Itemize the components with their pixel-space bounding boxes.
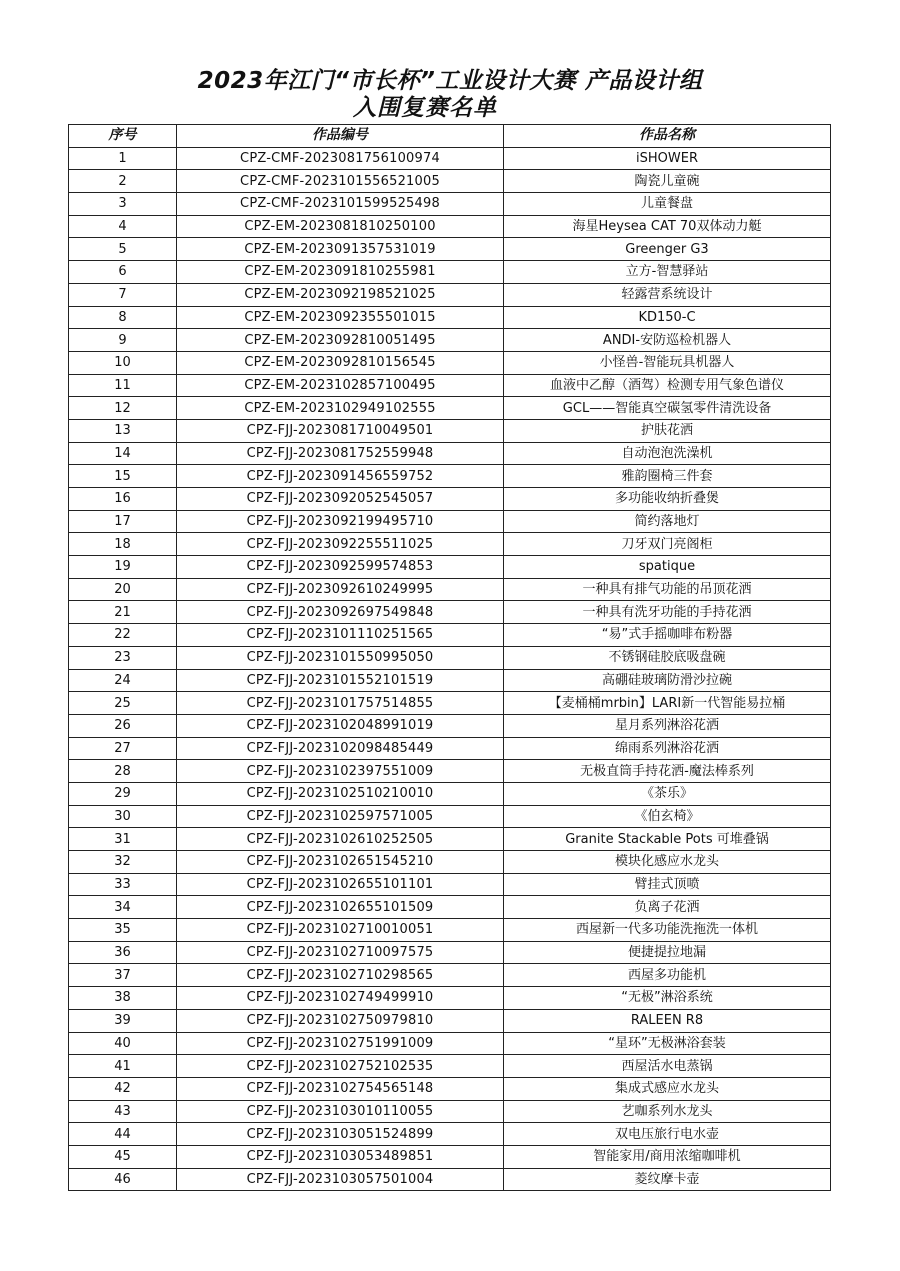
row-code: CPZ-FJJ-2023103057501004 <box>177 1168 504 1191</box>
row-work-name: 集成式感应水龙头 <box>504 1077 831 1100</box>
page-subtitle: 入围复赛名单 <box>353 95 497 121</box>
row-code: CPZ-FJJ-2023092199495710 <box>177 510 504 533</box>
row-work-name: 臂挂式顶喷 <box>504 873 831 896</box>
table-row <box>69 805 831 828</box>
row-index: 30 <box>69 805 177 828</box>
row-index: 9 <box>69 329 177 352</box>
row-index: 46 <box>69 1168 177 1191</box>
row-work-name: 艺咖系列水龙头 <box>504 1100 831 1123</box>
row-work-name: 不锈钢硅胶底吸盘碗 <box>504 646 831 669</box>
row-work-name: 陶瓷儿童碗 <box>504 170 831 193</box>
table-row <box>69 692 831 715</box>
row-work-name: 西屋活水电蒸锅 <box>504 1055 831 1078</box>
table-row <box>69 533 831 556</box>
table-row <box>69 919 831 942</box>
row-code: CPZ-FJJ-2023102655101101 <box>177 873 504 896</box>
header-code: 作品编号 <box>177 125 504 148</box>
table-row <box>69 170 831 193</box>
row-code: CPZ-FJJ-2023092599574853 <box>177 556 504 579</box>
row-code: CPZ-FJJ-2023102048991019 <box>177 714 504 737</box>
row-code: CPZ-EM-2023091810255981 <box>177 261 504 284</box>
row-index: 8 <box>69 306 177 329</box>
header-index: 序号 <box>69 125 177 148</box>
row-work-name: 高硼硅玻璃防滑沙拉碗 <box>504 669 831 692</box>
row-index: 22 <box>69 624 177 647</box>
table-row <box>69 987 831 1010</box>
row-work-name: 模块化感应水龙头 <box>504 851 831 874</box>
row-work-name: 菱纹摩卡壶 <box>504 1168 831 1191</box>
row-work-name: 自动泡泡洗澡机 <box>504 442 831 465</box>
row-code: CPZ-EM-2023092355501015 <box>177 306 504 329</box>
table-row <box>69 442 831 465</box>
table-row <box>69 238 831 261</box>
row-code: CPZ-FJJ-2023102710097575 <box>177 941 504 964</box>
table-row <box>69 1168 831 1191</box>
row-work-name: 负离子花洒 <box>504 896 831 919</box>
row-work-name: 多功能收纳折叠煲 <box>504 488 831 511</box>
table-row <box>69 329 831 352</box>
row-work-name: RALEEN R8 <box>504 1009 831 1032</box>
row-work-name: GCL——智能真空碳氢零件清洗设备 <box>504 397 831 420</box>
table-row <box>69 851 831 874</box>
row-index: 18 <box>69 533 177 556</box>
page-title: 2023年江门“市长杯”工业设计大赛 产品设计组 <box>197 68 703 94</box>
row-index: 3 <box>69 193 177 216</box>
row-code: CPZ-FJJ-2023092052545057 <box>177 488 504 511</box>
row-index: 14 <box>69 442 177 465</box>
row-code: CPZ-FJJ-2023101552101519 <box>177 669 504 692</box>
row-index: 32 <box>69 851 177 874</box>
table-row <box>69 1100 831 1123</box>
row-work-name: Greenger G3 <box>504 238 831 261</box>
row-index: 44 <box>69 1123 177 1146</box>
row-code: CPZ-FJJ-2023101757514855 <box>177 692 504 715</box>
row-index: 26 <box>69 714 177 737</box>
row-code: CPZ-FJJ-2023102710298565 <box>177 964 504 987</box>
table-row <box>69 193 831 216</box>
row-index: 15 <box>69 465 177 488</box>
row-index: 12 <box>69 397 177 420</box>
row-work-name: 儿童餐盘 <box>504 193 831 216</box>
row-index: 24 <box>69 669 177 692</box>
row-code: CPZ-FJJ-2023081710049501 <box>177 419 504 442</box>
table-row <box>69 1055 831 1078</box>
row-index: 29 <box>69 782 177 805</box>
row-work-name: 智能家用/商用浓缩咖啡机 <box>504 1145 831 1168</box>
row-code: CPZ-FJJ-2023102655101509 <box>177 896 504 919</box>
row-index: 6 <box>69 261 177 284</box>
row-index: 16 <box>69 488 177 511</box>
row-work-name: 西屋多功能机 <box>504 964 831 987</box>
row-index: 39 <box>69 1009 177 1032</box>
row-work-name: 便捷提拉地漏 <box>504 941 831 964</box>
row-code: CPZ-FJJ-2023103051524899 <box>177 1123 504 1146</box>
row-code: CPZ-FJJ-2023102597571005 <box>177 805 504 828</box>
row-code: CPZ-FJJ-2023081752559948 <box>177 442 504 465</box>
table-row <box>69 1145 831 1168</box>
row-index: 13 <box>69 419 177 442</box>
row-work-name: “无极”淋浴系统 <box>504 987 831 1010</box>
table-row <box>69 714 831 737</box>
row-index: 17 <box>69 510 177 533</box>
row-code: CPZ-CMF-2023101556521005 <box>177 170 504 193</box>
table-row <box>69 510 831 533</box>
row-index: 19 <box>69 556 177 579</box>
row-code: CPZ-FJJ-2023102754565148 <box>177 1077 504 1100</box>
row-work-name: 简约落地灯 <box>504 510 831 533</box>
row-index: 34 <box>69 896 177 919</box>
row-index: 21 <box>69 601 177 624</box>
row-work-name: 双电压旅行电水壶 <box>504 1123 831 1146</box>
row-work-name: 《伯玄椅》 <box>504 805 831 828</box>
table-row <box>69 261 831 284</box>
row-index: 38 <box>69 987 177 1010</box>
row-code: CPZ-EM-2023102949102555 <box>177 397 504 420</box>
row-code: CPZ-FJJ-2023102397551009 <box>177 760 504 783</box>
row-code: CPZ-FJJ-2023092255511025 <box>177 533 504 556</box>
row-work-name: iSHOWER <box>504 147 831 170</box>
row-work-name: 雅韵圈椅三件套 <box>504 465 831 488</box>
table-row <box>69 419 831 442</box>
row-index: 40 <box>69 1032 177 1055</box>
row-code: CPZ-FJJ-2023092610249995 <box>177 578 504 601</box>
table-row <box>69 215 831 238</box>
row-code: CPZ-FJJ-2023103010110055 <box>177 1100 504 1123</box>
row-index: 11 <box>69 374 177 397</box>
row-index: 33 <box>69 873 177 896</box>
table-row <box>69 669 831 692</box>
row-index: 7 <box>69 283 177 306</box>
row-work-name: 一种具有洗牙功能的手持花洒 <box>504 601 831 624</box>
row-index: 4 <box>69 215 177 238</box>
row-index: 41 <box>69 1055 177 1078</box>
row-index: 5 <box>69 238 177 261</box>
table-row <box>69 760 831 783</box>
row-index: 35 <box>69 919 177 942</box>
row-code: CPZ-FJJ-2023102751991009 <box>177 1032 504 1055</box>
row-code: CPZ-EM-2023092810051495 <box>177 329 504 352</box>
row-index: 43 <box>69 1100 177 1123</box>
table-row <box>69 1032 831 1055</box>
row-work-name: ANDI-安防巡检机器人 <box>504 329 831 352</box>
table-row <box>69 828 831 851</box>
row-work-name: 护肤花洒 <box>504 419 831 442</box>
row-code: CPZ-FJJ-2023103053489851 <box>177 1145 504 1168</box>
row-work-name: 西屋新一代多功能洗拖洗一体机 <box>504 919 831 942</box>
row-work-name: 血液中乙醇（酒驾）检测专用气象色谱仪 <box>504 374 831 397</box>
row-code: CPZ-FJJ-2023102750979810 <box>177 1009 504 1032</box>
row-code: CPZ-EM-2023102857100495 <box>177 374 504 397</box>
row-work-name: 【麦桶桶mrbin】LARI新一代智能易拉桶 <box>504 692 831 715</box>
table-row <box>69 306 831 329</box>
table-row <box>69 737 831 760</box>
table-row <box>69 465 831 488</box>
row-index: 27 <box>69 737 177 760</box>
table-row <box>69 397 831 420</box>
row-work-name: KD150-C <box>504 306 831 329</box>
row-code: CPZ-FJJ-2023102610252505 <box>177 828 504 851</box>
table-row <box>69 1123 831 1146</box>
row-code: CPZ-FJJ-2023101550995050 <box>177 646 504 669</box>
row-index: 42 <box>69 1077 177 1100</box>
row-work-name: 刀牙双门亮阁柜 <box>504 533 831 556</box>
table-row <box>69 556 831 579</box>
row-index: 45 <box>69 1145 177 1168</box>
row-code: CPZ-FJJ-2023092697549848 <box>177 601 504 624</box>
row-work-name: 海星Heysea CAT 70双体动力艇 <box>504 215 831 238</box>
row-work-name: 绵雨系列淋浴花洒 <box>504 737 831 760</box>
row-code: CPZ-CMF-2023101599525498 <box>177 193 504 216</box>
table-row <box>69 782 831 805</box>
row-code: CPZ-FJJ-2023102752102535 <box>177 1055 504 1078</box>
finalists-table <box>68 124 831 1191</box>
row-index: 23 <box>69 646 177 669</box>
table-row <box>69 374 831 397</box>
row-code: CPZ-FJJ-2023102510210010 <box>177 782 504 805</box>
row-index: 36 <box>69 941 177 964</box>
row-work-name: 轻露营系统设计 <box>504 283 831 306</box>
table-row <box>69 624 831 647</box>
row-code: CPZ-CMF-2023081756100974 <box>177 147 504 170</box>
table-row <box>69 941 831 964</box>
table-row <box>69 873 831 896</box>
table-row <box>69 1009 831 1032</box>
table-header-row <box>69 125 831 148</box>
row-code: CPZ-FJJ-2023102749499910 <box>177 987 504 1010</box>
row-code: CPZ-EM-2023091357531019 <box>177 238 504 261</box>
table-row <box>69 578 831 601</box>
header-work-name: 作品名称 <box>504 125 831 148</box>
row-code: CPZ-FJJ-2023102710010051 <box>177 919 504 942</box>
table-row <box>69 488 831 511</box>
row-index: 20 <box>69 578 177 601</box>
table-row <box>69 646 831 669</box>
table-row <box>69 964 831 987</box>
row-index: 28 <box>69 760 177 783</box>
row-work-name: 立方-智慧驿站 <box>504 261 831 284</box>
row-work-name: “星环”无极淋浴套装 <box>504 1032 831 1055</box>
row-work-name: 一种具有排气功能的吊顶花洒 <box>504 578 831 601</box>
table-row <box>69 351 831 374</box>
row-code: CPZ-EM-2023081810250100 <box>177 215 504 238</box>
row-code: CPZ-EM-2023092198521025 <box>177 283 504 306</box>
table-row <box>69 601 831 624</box>
row-code: CPZ-EM-2023092810156545 <box>177 351 504 374</box>
table-row <box>69 283 831 306</box>
row-work-name: spatique <box>504 556 831 579</box>
row-index: 2 <box>69 170 177 193</box>
row-work-name: 星月系列淋浴花洒 <box>504 714 831 737</box>
row-index: 25 <box>69 692 177 715</box>
row-code: CPZ-FJJ-2023101110251565 <box>177 624 504 647</box>
row-work-name: Granite Stackable Pots 可堆叠锅 <box>504 828 831 851</box>
table-row <box>69 1077 831 1100</box>
row-index: 10 <box>69 351 177 374</box>
row-work-name: 小怪兽-智能玩具机器人 <box>504 351 831 374</box>
row-code: CPZ-FJJ-2023091456559752 <box>177 465 504 488</box>
row-index: 31 <box>69 828 177 851</box>
table-row <box>69 896 831 919</box>
row-work-name: “易”式手摇咖啡布粉器 <box>504 624 831 647</box>
row-index: 37 <box>69 964 177 987</box>
row-code: CPZ-FJJ-2023102651545210 <box>177 851 504 874</box>
row-code: CPZ-FJJ-2023102098485449 <box>177 737 504 760</box>
row-work-name: 《茶乐》 <box>504 782 831 805</box>
row-index: 1 <box>69 147 177 170</box>
table-row <box>69 147 831 170</box>
row-work-name: 无极直筒手持花洒-魔法棒系列 <box>504 760 831 783</box>
